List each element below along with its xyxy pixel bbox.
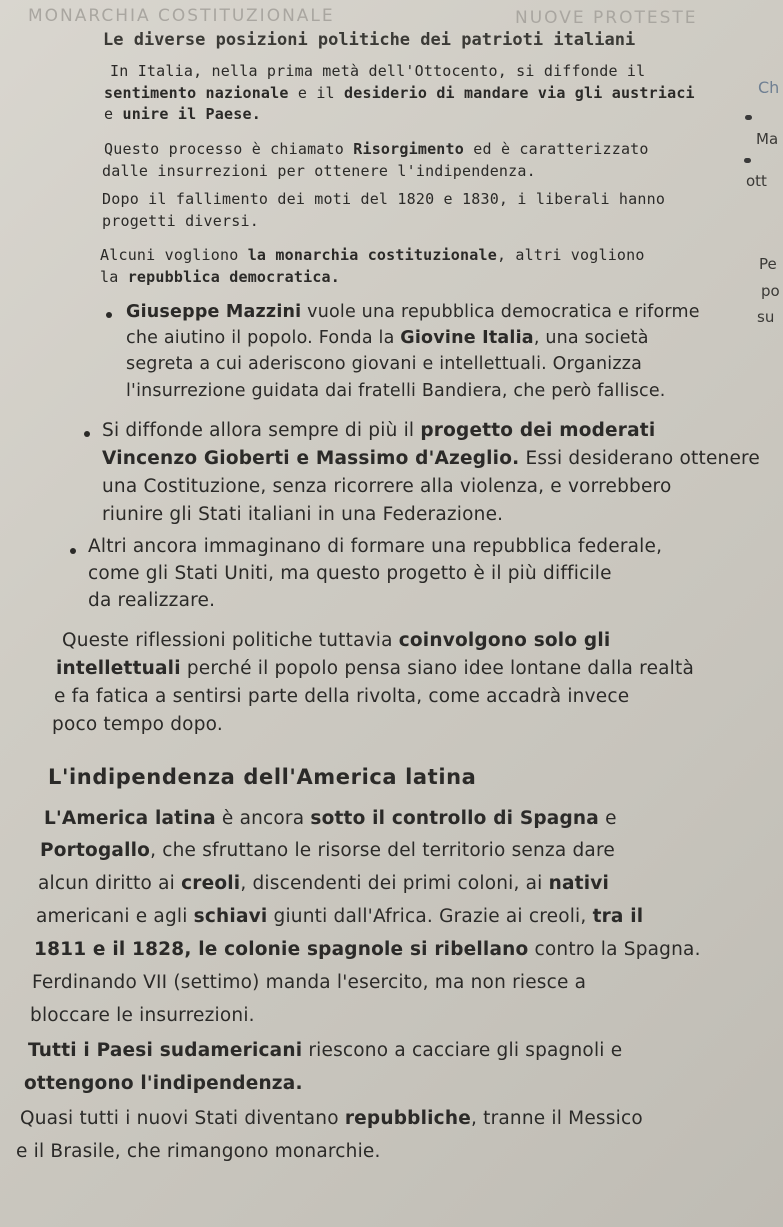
margin-bullet-icon (745, 115, 752, 120)
latin-line: 1811 e il 1828, le colonie spagnole si ribellano contro la Spagna. (34, 939, 701, 960)
latin-line: Quasi tutti i nuovi Stati diventano repubbliche, tranne il Messico (20, 1108, 643, 1129)
margin-fragment: po (761, 282, 780, 300)
intro-line: In Italia, nella prima metà dell'Ottocento, si diffonde il (110, 62, 646, 80)
latin-line: Ferdinando VII (settimo) manda l'esercito, ma non riesce a (32, 972, 587, 993)
latin-line: bloccare le insurrezioni. (30, 1005, 255, 1026)
latin-line: ottengono l'indipendenza. (24, 1073, 303, 1094)
margin-fragment: ott (746, 172, 767, 190)
margin-fragment: Pe (759, 255, 777, 273)
bullet-line: segreta a cui aderiscono giovani e intellettuali. Organizza (126, 354, 643, 374)
bullet-icon (84, 431, 90, 437)
faded-header-right: NUOVE PROTESTE (515, 8, 698, 28)
page-title: Le diverse posizioni politiche dei patrioti italiani (103, 30, 636, 50)
intro-line: Dopo il fallimento dei moti del 1820 e 1830, i liberali hanno (102, 190, 666, 208)
latin-line: alcun diritto ai creoli, discendenti dei primi coloni, ai nativi (38, 873, 610, 894)
margin-fragment: Ma (756, 130, 779, 148)
bullet-line: Giuseppe Mazzini vuole una repubblica democratica e riforme (126, 302, 700, 322)
bullet-line: Vincenzo Gioberti e Massimo d'Azeglio. Essi desiderano ottenere (102, 448, 761, 469)
intro-line: progetti diversi. (102, 212, 259, 230)
bullet-icon (106, 312, 112, 318)
bullet-line: una Costituzione, senza ricorrere alla violenza, e vorrebbero (102, 476, 672, 497)
bullet-line: da realizzare. (88, 590, 216, 611)
conclusion-line: e fa fatica a sentirsi parte della rivolta, come accadrà invece (54, 686, 630, 707)
intro-line: Questo processo è chiamato Risorgimento ed è caratterizzato (104, 140, 649, 158)
latin-line: Tutti i Paesi sudamericani riescono a cacciare gli spagnoli e (28, 1040, 623, 1061)
bullet-line: l'insurrezione guidata dai fratelli Bandiera, che però fallisce. (126, 381, 666, 401)
bullet-line: Si diffonde allora sempre di più il progetto dei moderati (102, 420, 656, 441)
conclusion-line: Queste riflessioni politiche tuttavia coinvolgono solo gli (62, 630, 611, 651)
intro-line: la repubblica democratica. (100, 268, 341, 286)
bullet-line: Altri ancora immaginano di formare una repubblica federale, (88, 536, 663, 557)
conclusion-line: intellettuali perché il popolo pensa siano idee lontane dalla realtà (56, 658, 695, 679)
latin-line: Portogallo, che sfruttano le risorse del territorio senza dare (40, 840, 615, 861)
bullet-line: riunire gli Stati italiani in una Federazione. (102, 504, 504, 525)
intro-line: dalle insurrezioni per ottenere l'indipendenza. (102, 162, 536, 180)
bullet-line: come gli Stati Uniti, ma questo progetto è il più difficile (88, 563, 612, 584)
margin-fragment: Ch (758, 78, 780, 97)
intro-line: sentimento nazionale e il desiderio di mandare via gli austriaci (104, 84, 695, 102)
intro-line: Alcuni vogliono la monarchia costituzionale, altri vogliono (100, 246, 645, 264)
margin-bullet-icon (744, 158, 751, 163)
faded-header-left: MONARCHIA COSTITUZIONALE (28, 6, 335, 26)
latin-line: L'America latina è ancora sotto il controllo di Spagna e (44, 808, 617, 829)
bullet-line: che aiutino il popolo. Fonda la Giovine Italia, una società (126, 328, 649, 348)
bullet-icon (70, 548, 76, 554)
section-heading: L'indipendenza dell'America latina (48, 765, 477, 789)
intro-line: e unire il Paese. (104, 105, 261, 123)
latin-line: americani e agli schiavi giunti dall'Africa. Grazie ai creoli, tra il (36, 906, 644, 927)
margin-fragment: su (757, 308, 775, 326)
conclusion-line: poco tempo dopo. (52, 714, 223, 735)
latin-line: e il Brasile, che rimangono monarchie. (16, 1141, 381, 1162)
